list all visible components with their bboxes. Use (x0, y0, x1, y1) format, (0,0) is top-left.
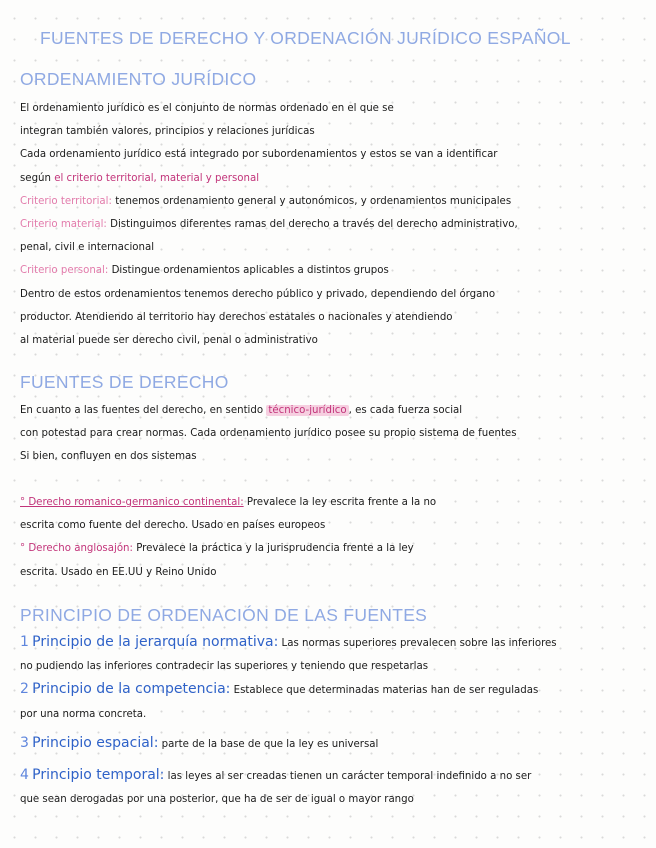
text-span: Establece que determinadas materias han de ser reguladas (233, 685, 539, 697)
text-span: parte de la base de que la ley es universal (161, 738, 379, 750)
text-line: penal, civil e internacional (20, 242, 155, 254)
text-line (20, 190, 640, 213)
section-ordenamiento (20, 97, 640, 352)
text-line: escrita. Usado en EE.UU y Reino Unido (20, 566, 217, 578)
text-span: Las normas superiores prevalecen sobre las inferiores (281, 638, 557, 649)
list-item (20, 631, 640, 655)
text-span: Distingue ordenamientos aplicables a distintos grupos (111, 265, 389, 277)
text-span: Prevalece la ley escrita frente a la no (246, 497, 437, 508)
text-line (20, 259, 640, 282)
list-item (20, 491, 640, 514)
derecho-anglosajon-label: ° Derecho anglosajón: (20, 543, 133, 555)
text-line: al material puede ser derecho civil, penal o administrativo (20, 335, 318, 347)
text-line: Si bien, confluyen en dos sistemas (20, 451, 197, 463)
text-line: productor. Atendiendo al territorio hay derechos estatales o nacionales y atendiendo (20, 311, 453, 323)
heading-ordenamiento: ORDENAMIENTO JURÍDICO (20, 69, 257, 89)
text-line: Dentro de estos ordenamientos tenemos derecho público y privado, dependiendo del órgano (20, 288, 496, 300)
text-span: tenemos ordenamiento general y autonómicos, y ordenamientos municipales (115, 195, 512, 207)
principio-espacial-label: Principio espacial: (32, 734, 159, 751)
section-principios (20, 631, 640, 756)
text-line: escrita como fuente del derecho. Usado en países europeos (20, 520, 326, 532)
section-principio-temporal (20, 764, 640, 811)
principle-number: 1 (20, 634, 29, 650)
section-fuentes (20, 399, 640, 469)
text-line: Cada ordenamiento jurídico está integrado por subordenamientos y estos se van a identificar (20, 149, 498, 161)
criterio-personal-label: Criterio personal: (20, 265, 109, 277)
text-line (20, 399, 640, 422)
derecho-romanico-label: ° Derecho romanico-germanico continental: (20, 497, 244, 508)
text-line (20, 213, 640, 236)
text-line: con potestad para crear normas. Cada ordenamiento jurídico posee su propio sistema de fuentes (20, 428, 517, 440)
text-line: no pudiendo las inferiores contradecir las superiores y teniendo que respetarlas (20, 661, 429, 673)
list-item (20, 678, 640, 702)
text-span: En cuanto a las fuentes del derecho, en sentido (20, 405, 264, 416)
sistemas-list (20, 491, 640, 584)
criterio-material-label: Criterio material: (20, 219, 107, 231)
text-line (20, 167, 640, 190)
text-span: Prevalece la práctica y la jurisprudencia frente a la ley (136, 543, 414, 555)
text-span: , es cada fuerza social (348, 405, 463, 416)
principle-number: 4 (20, 767, 29, 783)
criteria-highlight: el criterio territorial, material y personal (54, 172, 260, 184)
list-item (20, 537, 640, 560)
principio-temporal-label: Principio temporal: (32, 767, 165, 783)
text-span: las leyes al ser creadas tienen un carácter temporal indefinido a no ser (167, 771, 532, 782)
tecnico-juridico-highlight: técnico-jurídico (268, 405, 347, 416)
text-line: por una norma concreta. (20, 708, 147, 720)
page-title: FUENTES DE DERECHO Y ORDENACIÓN JURÍDICO ESPAÑOL (40, 28, 571, 48)
heading-principios: PRINCIPIO DE ORDENACIÓN DE LAS FUENTES (20, 605, 428, 625)
text-line: integran también valores, principios y relaciones jurídicas (20, 126, 315, 138)
text-span: Distinguimos diferentes ramas del derecho a través del derecho administrativo, (110, 219, 518, 231)
text-line: que sean derogadas por una posterior, que ha de ser de igual o mayor rango (20, 794, 414, 806)
principle-number: 3 (20, 734, 29, 751)
heading-fuentes: FUENTES DE DERECHO (20, 372, 229, 392)
principio-jerarquia-label: Principio de la jerarquía normativa: (32, 634, 279, 650)
text-span: según (20, 172, 51, 184)
text-line: El ordenamiento jurídico es el conjunto de normas ordenado en el que se (20, 103, 394, 114)
list-item (20, 764, 640, 788)
principle-number: 2 (20, 681, 29, 698)
principio-competencia-label: Principio de la competencia: (32, 681, 231, 698)
list-item (20, 732, 640, 756)
criterio-territorial-label: Criterio territorial: (20, 195, 112, 207)
